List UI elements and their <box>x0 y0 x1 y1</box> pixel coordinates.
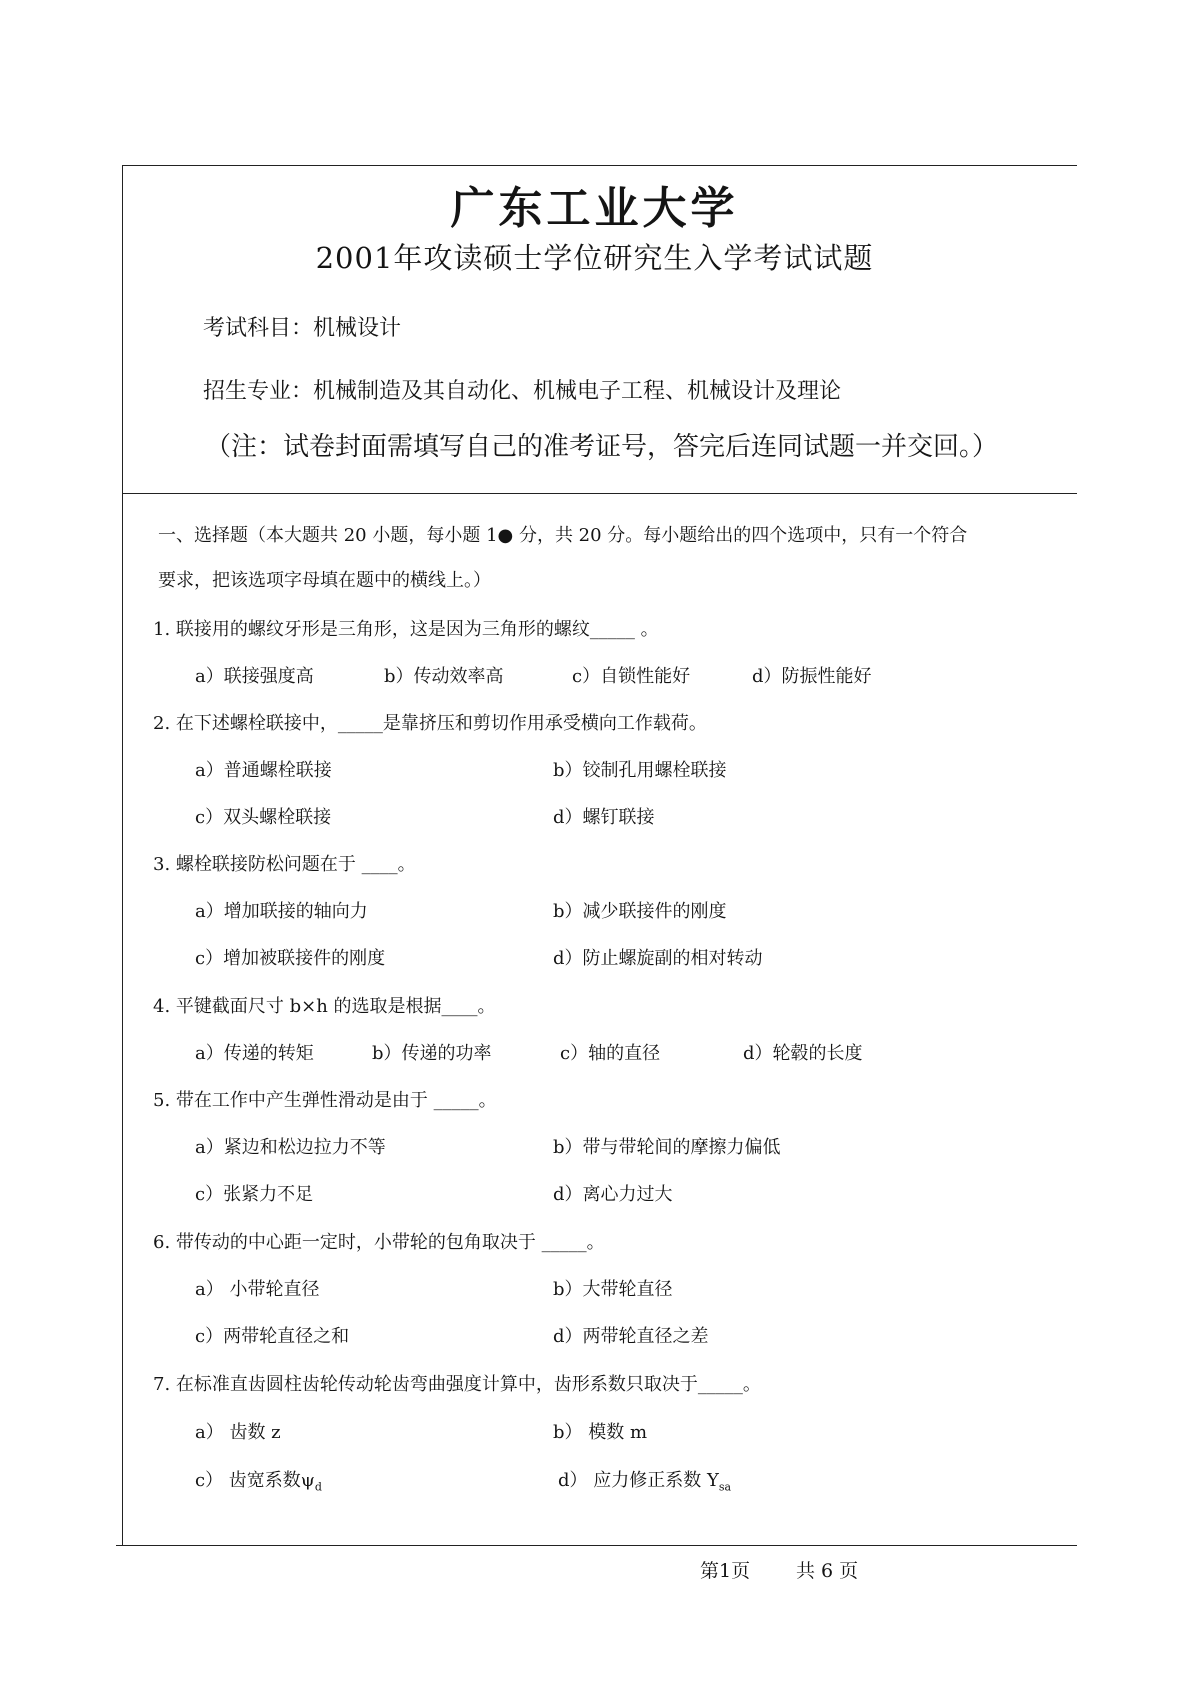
section-intro-line2: 要求，把该选项字母填在题中的横线上。） <box>158 570 491 591</box>
question-3-option-a: a）增加联接的轴向力 <box>195 901 368 922</box>
university-name: 广东工业大学 <box>450 183 739 234</box>
exam-majors: 招生专业：机械制造及其自动化、机械电子工程、机械设计及理论 <box>203 379 842 404</box>
question-1-option-c: c）自锁性能好 <box>572 666 691 687</box>
question-6-option-d: d）两带轮直径之差 <box>553 1326 709 1347</box>
question-1-option-a: a）联接强度高 <box>195 666 314 687</box>
question-7-option-d-text: d） 应力修正系数 Y <box>558 1470 719 1491</box>
exam-subject: 考试科目：机械设计 <box>203 316 402 341</box>
question-4-option-b: b）传递的功率 <box>372 1043 492 1064</box>
exam-title: 2001年攻读硕士学位研究生入学考试试题 <box>315 241 874 275</box>
question-7-stem: 7. 在标准直齿圆柱齿轮传动轮齿弯曲强度计算中，齿形系数只取决于_____。 <box>153 1374 761 1395</box>
exam-note: （注：试卷封面需填写自己的准考证号，答完后连同试题一并交回。） <box>205 432 999 462</box>
question-2-stem: 2. 在下述螺栓联接中，_____是靠挤压和剪切作用承受横向工作载荷。 <box>153 713 707 734</box>
frame-left-border <box>122 165 123 1545</box>
header-divider <box>122 493 1077 494</box>
page-number: 第1页 <box>700 1560 751 1582</box>
question-3-option-c: c）增加被联接件的刚度 <box>195 948 386 969</box>
question-3-option-d: d）防止螺旋副的相对转动 <box>553 948 763 969</box>
question-4-option-c: c）轴的直径 <box>560 1043 661 1064</box>
question-2-option-a: a）普通螺栓联接 <box>195 760 332 781</box>
question-5-option-b: b）带与带轮间的摩擦力偏低 <box>553 1137 781 1158</box>
question-4-option-d: d）轮毂的长度 <box>743 1043 863 1064</box>
question-6-stem: 6. 带传动的中心距一定时，小带轮的包角取决于 _____。 <box>153 1232 605 1253</box>
question-6-option-a: a） 小带轮直径 <box>195 1279 320 1300</box>
question-7-option-b: b） 模数 m <box>553 1422 648 1443</box>
question-6-option-c: c）两带轮直径之和 <box>195 1326 350 1347</box>
question-2-option-c: c）双头螺栓联接 <box>195 807 332 828</box>
question-7-option-a: a） 齿数 z <box>195 1422 281 1443</box>
section-intro-line1: 一、选择题（本大题共 20 小题，每小题 1● 分，共 20 分。每小题给出的四个选项中，只有一个符合 <box>158 525 968 546</box>
question-1-option-b: b）传动效率高 <box>384 666 504 687</box>
question-5-option-a: a）紧边和松边拉力不等 <box>195 1137 386 1158</box>
question-7-option-d <box>558 1466 731 1494</box>
question-5-stem: 5. 带在工作中产生弹性滑动是由于 _____。 <box>153 1090 497 1111</box>
frame-top-border <box>122 165 1077 166</box>
question-3-option-b: b）减少联接件的刚度 <box>553 901 727 922</box>
question-1-stem: 1. 联接用的螺纹牙形是三角形，这是因为三角形的螺纹_____ 。 <box>153 619 659 640</box>
question-2-option-d: d）螺钉联接 <box>553 807 655 828</box>
total-pages: 共 6 页 <box>796 1560 859 1582</box>
question-7-option-d-subscript: sa <box>718 1480 732 1494</box>
question-1-option-d: d）防振性能好 <box>752 666 872 687</box>
question-4-option-a: a）传递的转矩 <box>195 1043 314 1064</box>
question-4-stem: 4. 平键截面尺寸 b×h 的选取是根据____。 <box>153 996 496 1017</box>
question-3-stem: 3. 螺栓联接防松问题在于 ____。 <box>153 854 416 875</box>
question-2-option-b: b）铰制孔用螺栓联接 <box>553 760 727 781</box>
question-6-option-b: b）大带轮直径 <box>553 1279 673 1300</box>
question-7-option-c-subscript: d <box>314 1480 322 1494</box>
question-5-option-c: c）张紧力不足 <box>195 1184 314 1205</box>
frame-bottom-border <box>116 1545 1077 1546</box>
question-5-option-d: d）离心力过大 <box>553 1184 673 1205</box>
question-7-option-c <box>195 1466 322 1494</box>
question-7-option-c-text: c） 齿宽系数ψ <box>195 1470 315 1491</box>
